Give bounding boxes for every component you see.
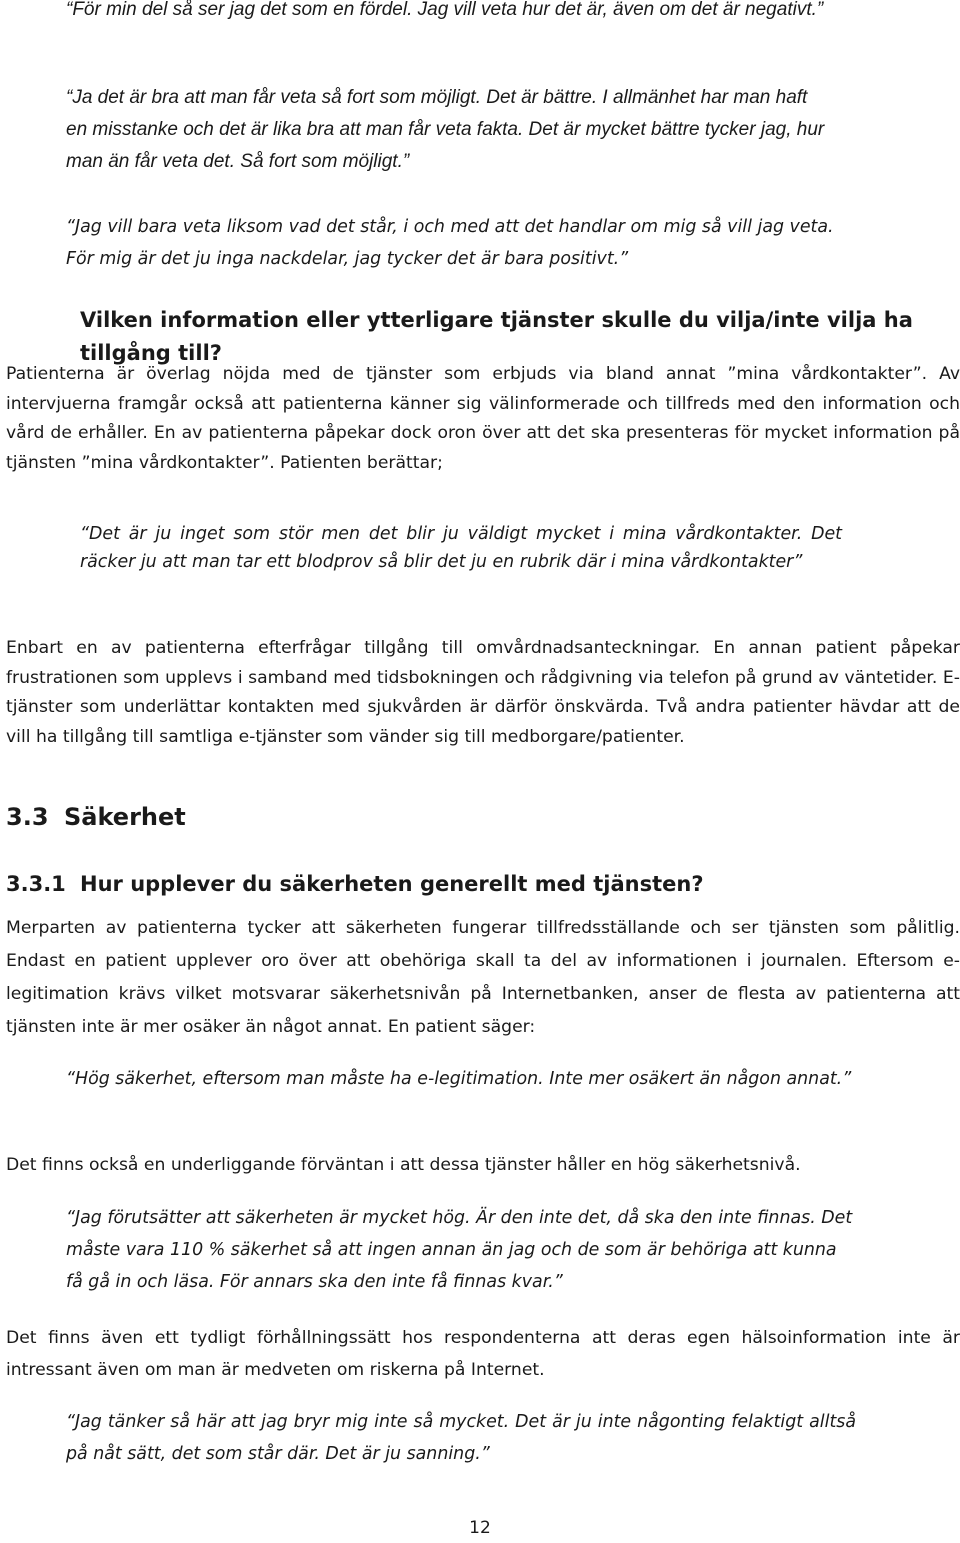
section-number: 3.3 <box>6 803 49 831</box>
section-number: 3.3.1 <box>6 872 66 896</box>
body-paragraph: Enbart en av patienterna efterfrågar tillgång till omvårdnadsanteckningar. En annan patient påpekar frustrationen som upplevs i samband med tidsbokningen och rådgivning via telefon på grund av väntetider. E-tjänster som underlättar kontakten med sjukvården är därför önskvärda. Två andra patienter hävdar att de vill ha tillgång till samtliga e-tjänster som vänder sig till medborgare/patienter. <box>6 638 960 747</box>
section-title: Säkerhet <box>64 803 186 831</box>
section-title: Hur upplever du säkerheten generellt med tjänsten? <box>80 872 704 896</box>
quote-block: “Hög säkerhet, eftersom man måste ha e-legitimation. Inte mer osäkert än någon annat.” <box>66 1069 852 1089</box>
section-title: Vilken information eller ytterligare tjänster skulle du vilja/inte vilja ha tillgång till? <box>80 308 913 365</box>
body-paragraph: Det finns också en underliggande förväntan i att dessa tjänster håller en hög säkerhetsnivå. <box>6 1155 801 1175</box>
quote-block: “Jag förutsätter att säkerheten är mycket hög. Är den inte det, då ska den inte finnas. Det måste vara 110 % säkerhet så att ingen annan än jag och de som är behöriga att kunna få gå in och läsa. För annars ska den inte få finnas kvar.” <box>66 1208 853 1292</box>
section-heading <box>6 868 704 901</box>
quote-block: “För min del så ser jag det som en fördel. Jag vill veta hur det är, även om det är negativt.” <box>66 0 824 20</box>
body-paragraph: Merparten av patienterna tycker att säkerheten fungerar tillfredsställande och ser tjänsten som pålitlig. Endast en patient upplever oro över att obehöriga skall ta del av informationen i journalen. Eftersom e-legitimation krävs vilket motsvarar säkerhetsnivån på Internetbanken, anser de flesta av patienterna att tjänsten inte är mer osäker än något annat. En patient säger: <box>6 918 960 1037</box>
body-paragraph: Patienterna är överlag nöjda med de tjänster som erbjuds via bland annat ”mina vårdkontakter”. Av intervjuerna framgår också att patienterna känner sig välinformerade och tillfreds med den information och vård de erhåller. En av patienterna påpekar dock oron över att det ska presenteras för mycket information på tjänsten ”mina vårdkontakter”. Patienten berättar; <box>6 364 960 473</box>
quote-block: “Jag tänker så här att jag bryr mig inte så mycket. Det är ju inte någonting felaktigt alltså på nåt sätt, det som står där. Det är ju sanning.” <box>66 1412 856 1464</box>
quote-block: “Ja det är bra att man får veta så fort som möjligt. Det är bättre. I allmänhet har man haft en misstanke och det är lika bra att man får veta fakta. Det är mycket bättre tycker jag, hur man än får veta det. Så fort som möjligt.” <box>66 87 825 172</box>
quote-block: “Det är ju inget som stör men det blir ju väldigt mycket i mina vårdkontakter. Det räcker ju att man tar ett blodprov så blir det ju en rubrik där i mina vårdkontakter” <box>80 524 842 572</box>
body-paragraph: Det finns även ett tydligt förhållningssätt hos respondenterna att deras egen hälsoinformation inte är intressant även om man är medveten om riskerna på Internet. <box>6 1328 960 1380</box>
section-number <box>6 304 80 337</box>
section-heading <box>6 800 186 834</box>
quote-block: “Jag vill bara veta liksom vad det står, i och med att det handlar om mig så vill jag veta. För mig är det ju inga nackdelar, jag tycker det är bara positivt.” <box>66 217 834 269</box>
page-number: 12 <box>469 1518 491 1538</box>
